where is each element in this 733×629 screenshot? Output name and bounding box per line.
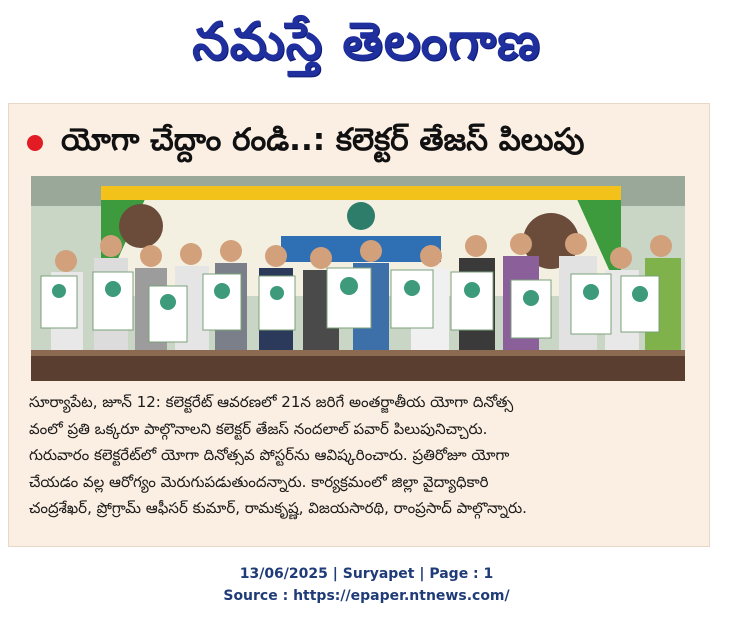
news-photo [31,176,685,381]
news-clipping [8,103,710,547]
article-line: సూర్యాపేట, జూన్ 12: కలెక్టరేట్ ఆవరణలో 21న జరిగే అంతర్జాతీయ యోగా దినోత్స [29,393,514,411]
photo-illustration [31,176,685,381]
article-line: వంలో ప్రతి ఒక్కరూ పాల్గొనాలని కలెక్టర్ తేజస్ నందలాల్ పవార్ పిలుపునిచ్చారు. [29,419,488,438]
newspaper-title: నమస్తే తెలంగాణ [192,11,541,72]
footer [0,563,733,607]
headline-row [21,118,584,168]
masthead [0,0,733,96]
edition-info: 13/06/2025 | Suryapet | Page : 1 [239,566,494,582]
article-line: గురువారం కలెక్టరేట్‌లో యోగా దినోత్సవ పోస్టర్‌ను ఆవిష్కరించారు. ప్రతిరోజూ యోగా [29,446,510,464]
red-bullet-icon [27,135,43,151]
article-line: చేయడం వల్ల ఆరోగ్యం మెరుగుపడుతుందన్నారు. కార్యక్రమంలో జిల్లా వైద్యాధికారి [29,472,489,491]
article-line: చంద్రశేఖర్, ప్రోగ్రామ్ ఆఫీసర్ కుమార్, రామకృష్ణ, విజయసారథి, రాంప్రసాద్ పాల్గొన్నారు. [29,499,527,517]
source-info: Source : https://epaper.ntnews.com/ [223,588,510,604]
article-body [29,389,694,522]
article-headline: యోగా చేద్దాం రండి..: కలెక్టర్ తేజస్ పిలుపు [61,121,585,158]
